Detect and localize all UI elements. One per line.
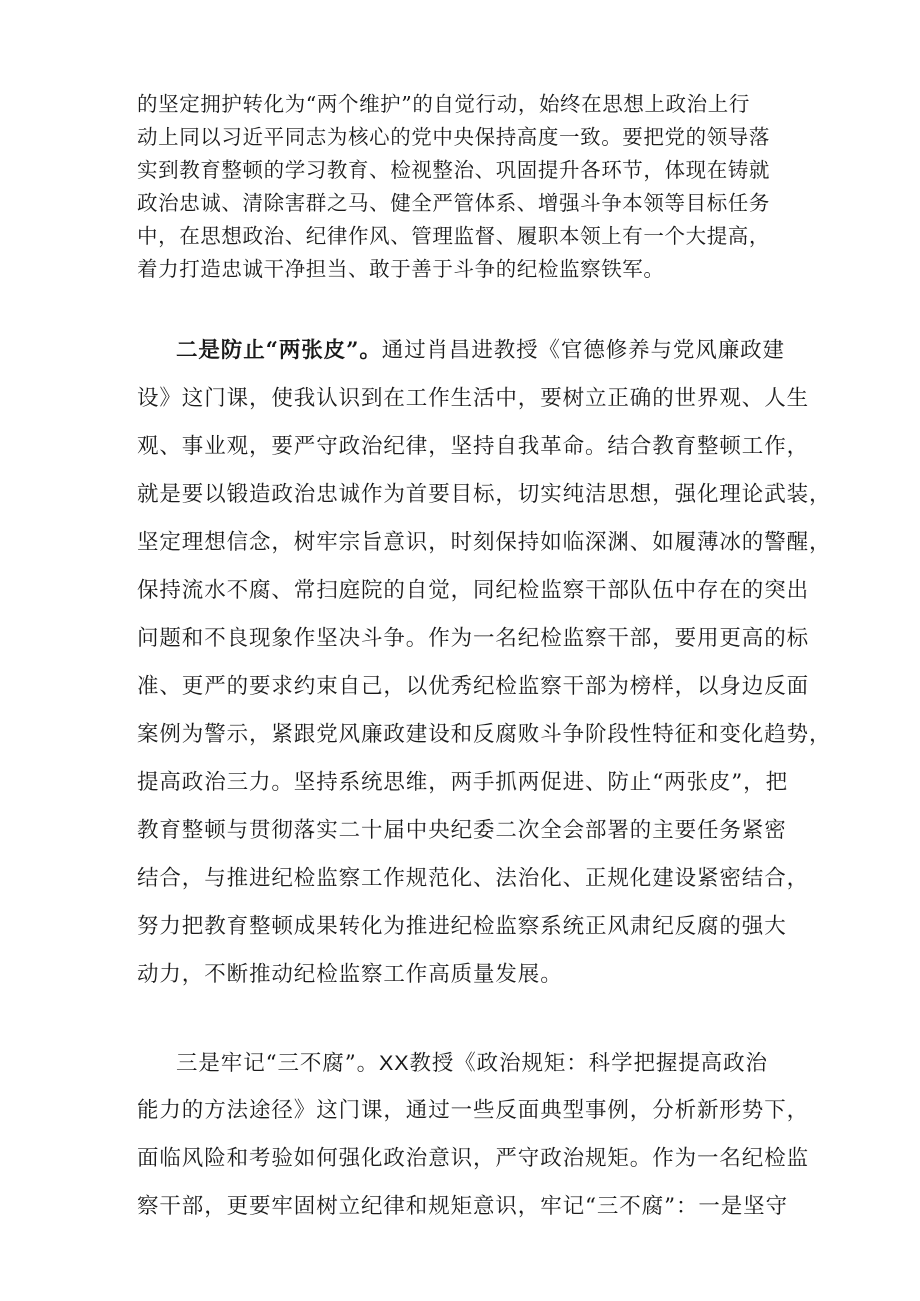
paragraph-heading: 三是牢记“三不腐”。 xyxy=(176,1051,379,1076)
paragraph-first-line xyxy=(176,338,785,364)
paragraph-line: 实到教育整顿的学习教育、检视整治、巩固提升各环节，体现在铸就 xyxy=(137,158,770,182)
paragraph-line: 着力打造忠诚干净担当、敢于善于斗争的纪检监察铁军。 xyxy=(137,257,665,281)
paragraph-first-line xyxy=(176,1050,768,1077)
paragraph-text: 教授《政治规矩：科学把握提高政治 xyxy=(409,1051,768,1076)
paragraph-line: 准、更严的要求约束自己，以优秀纪检监察干部为榜样，以身边反面 xyxy=(137,674,810,699)
professor-name: XX xyxy=(378,1051,410,1075)
paragraph-line: 中，在思想政治、纪律作风、管理监督、履职本领上有一个大提高， xyxy=(137,224,770,248)
paragraph-line: 面临风险和考验如何强化政治意识，严守政治规矩。作为一名纪检监 xyxy=(137,1146,810,1171)
paragraph-line: 动力，不断推动纪检监察工作高质量发展。 xyxy=(137,962,563,987)
paragraph-line: 动上同以习近平同志为核心的党中央保持高度一致。要把党的领导落 xyxy=(137,125,770,149)
paragraph-line: 问题和不良现象作坚决斗争。作为一名纪检监察干部，要用更高的标 xyxy=(137,626,810,651)
paragraph-line: 坚定理想信念，树牢宗旨意识，时刻保持如临深渊、如履薄冰的警醒， xyxy=(137,530,832,555)
paragraph-line: 提高政治三力。坚持系统思维，两手抓两促进、防止“两张皮”，把 xyxy=(137,770,788,795)
paragraph-line: 能力的方法途径》这门课，通过一些反面典型事例，分析新形势下， xyxy=(137,1098,810,1123)
paragraph-line: 的坚定拥护转化为“两个维护”的自觉行动，始终在思想上政治上行 xyxy=(137,92,750,116)
paragraph-heading: 二是防止“两张皮”。 xyxy=(176,338,382,363)
paragraph-line: 政治忠诚、清除害群之马、健全严管体系、增强斗争本领等目标任务 xyxy=(137,191,770,215)
paragraph-line: 就是要以锻造政治忠诚作为首要目标，切实纯洁思想，强化理论武装， xyxy=(137,482,832,507)
paragraph-line: 观、事业观，要严守政治纪律，坚持自我革命。结合教育整顿工作， xyxy=(137,434,810,459)
paragraph-line: 设》这门课，使我认识到在工作生活中，要树立正确的世界观、人生 xyxy=(137,386,810,411)
paragraph-line: 保持流水不腐、常扫庭院的自觉，同纪检监察干部队伍中存在的突出 xyxy=(137,578,810,603)
paragraph-line: 教育整顿与贯彻落实二十届中央纪委二次全会部署的主要任务紧密 xyxy=(137,818,787,843)
paragraph-line: 努力把教育整顿成果转化为推进纪检监察系统正风肃纪反腐的强大 xyxy=(137,914,787,939)
paragraph-line: 案例为警示，紧跟党风廉政建设和反腐败斗争阶段性特征和变化趋势， xyxy=(137,722,832,747)
paragraph-line: 察干部，更要牢固树立纪律和规矩意识，牢记“三不腐”：一是坚守 xyxy=(137,1194,788,1219)
paragraph-text: 通过肖昌进教授《官德修养与党风廉政建 xyxy=(381,338,785,363)
paragraph-line: 结合，与推进纪检监察工作规范化、法治化、正规化建设紧密结合， xyxy=(137,866,810,891)
